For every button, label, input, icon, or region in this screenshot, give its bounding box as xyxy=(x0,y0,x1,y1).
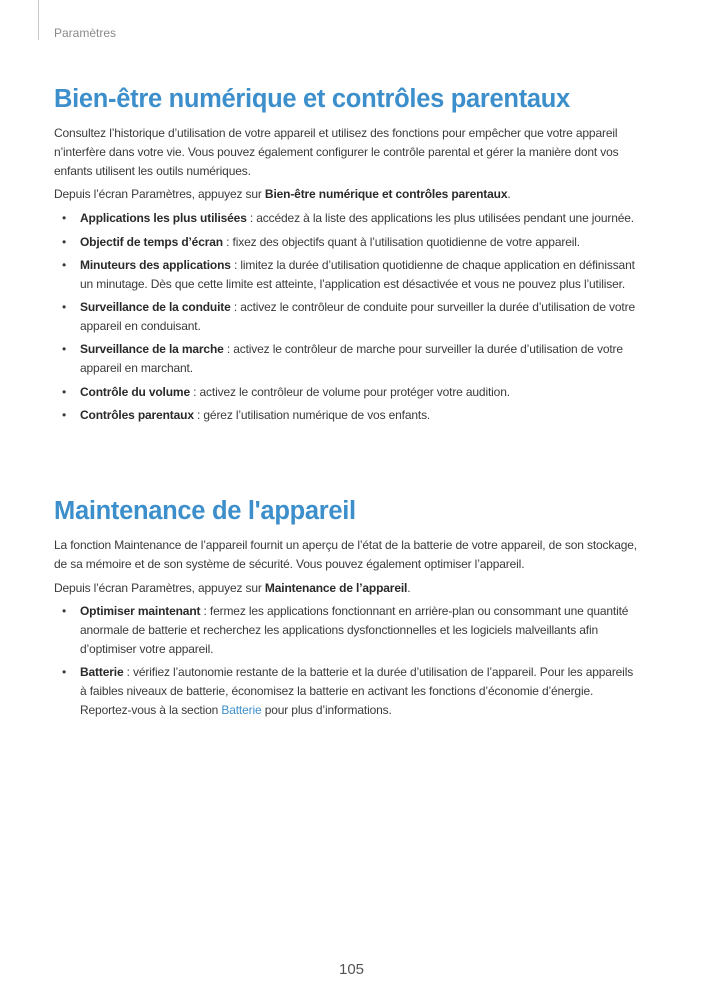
header-rule xyxy=(38,0,39,40)
list-item: • Batterie : vérifiez l’autonomie restante de la batterie et la durée d’utilisation de l’appareil. Pour les appareils à faibles niveaux de batterie, économisez la batterie en activant les fonctions d’économie d’énergie. Reportez-vous à la section Batterie pour plus d’informations. xyxy=(62,665,634,717)
running-header: Paramètres xyxy=(54,26,117,40)
list-item: • Surveillance de la conduite : activez le contrôleur de conduite pour surveiller la durée d’utilisation de votre appareil en conduisant. xyxy=(62,300,635,333)
bullet-icon: • xyxy=(62,211,67,226)
page-number: 105 xyxy=(338,961,365,978)
section-device-care xyxy=(54,496,638,724)
list-item: • Objectif de temps d’écran : fixez des objectifs quant à l’utilisation quotidienne de votre appareil. xyxy=(54,233,638,252)
bullet-icon: • xyxy=(62,407,67,422)
settings-path: Depuis l’écran Paramètres, appuyez sur Bien-être numérique et contrôles parentaux. xyxy=(54,187,511,202)
bullet-icon: • xyxy=(62,234,67,249)
bullet-icon: • xyxy=(62,665,67,680)
section-title: Bien-être numérique et contrôles parentaux xyxy=(54,85,570,113)
bullet-icon: • xyxy=(62,342,67,357)
section-digital-wellbeing xyxy=(54,84,638,425)
section-intro: Consultez l’historique d’utilisation de votre appareil et utilisez des fonctions pour empêcher que votre appareil n’interfère dans votre vie. Vous pouvez également configurer le contrôle parental et gérer la manière dont vos enfants utilisent les outils numériques. xyxy=(54,126,619,178)
settings-path: Depuis l’écran Paramètres, appuyez sur Maintenance de l’appareil. xyxy=(54,580,411,595)
bullet-icon: • xyxy=(62,257,67,272)
bullet-icon: • xyxy=(62,300,67,315)
list-item: • Contrôle du volume : activez le contrôleur de volume pour protéger votre audition. xyxy=(54,383,638,402)
list-item: • Optimiser maintenant : fermez les applications fonctionnant en arrière-plan ou consommant une quantité anormale de batterie et recherchez les applications dysfonctionnelles et les logiciels malveillants afin d’optimiser votre appareil. xyxy=(62,604,629,656)
list-item: • Minuteurs des applications : limitez la durée d’utilisation quotidienne de chaque application en définissant un minutage. Dès que cette limite est atteinte, l’application est désactivée et vous ne pouvez plus l’utiliser. xyxy=(62,257,635,291)
section-title: Maintenance de l'appareil xyxy=(54,497,356,525)
list-item: • Applications les plus utilisées : accédez à la liste des applications les plus utilisées pendant une journée. xyxy=(54,209,638,228)
feature-list xyxy=(54,602,638,719)
list-item: • Contrôles parentaux : gérez l’utilisation numérique de vos enfants. xyxy=(54,406,638,425)
section-intro: La fonction Maintenance de l’appareil fournit un aperçu de l’état de la batterie de votre appareil, de son stockage, de sa mémoire et de son système de sécurité. Vous pouvez également optimiser l’appareil. xyxy=(54,538,637,571)
bullet-icon: • xyxy=(62,384,67,399)
bullet-icon: • xyxy=(62,604,67,619)
feature-list xyxy=(54,209,638,425)
page-content xyxy=(54,84,638,717)
list-item: • Surveillance de la marche : activez le contrôleur de marche pour surveiller la durée d’utilisation de votre appareil en marchant. xyxy=(62,342,623,376)
battery-link[interactable]: Batterie xyxy=(221,702,262,717)
